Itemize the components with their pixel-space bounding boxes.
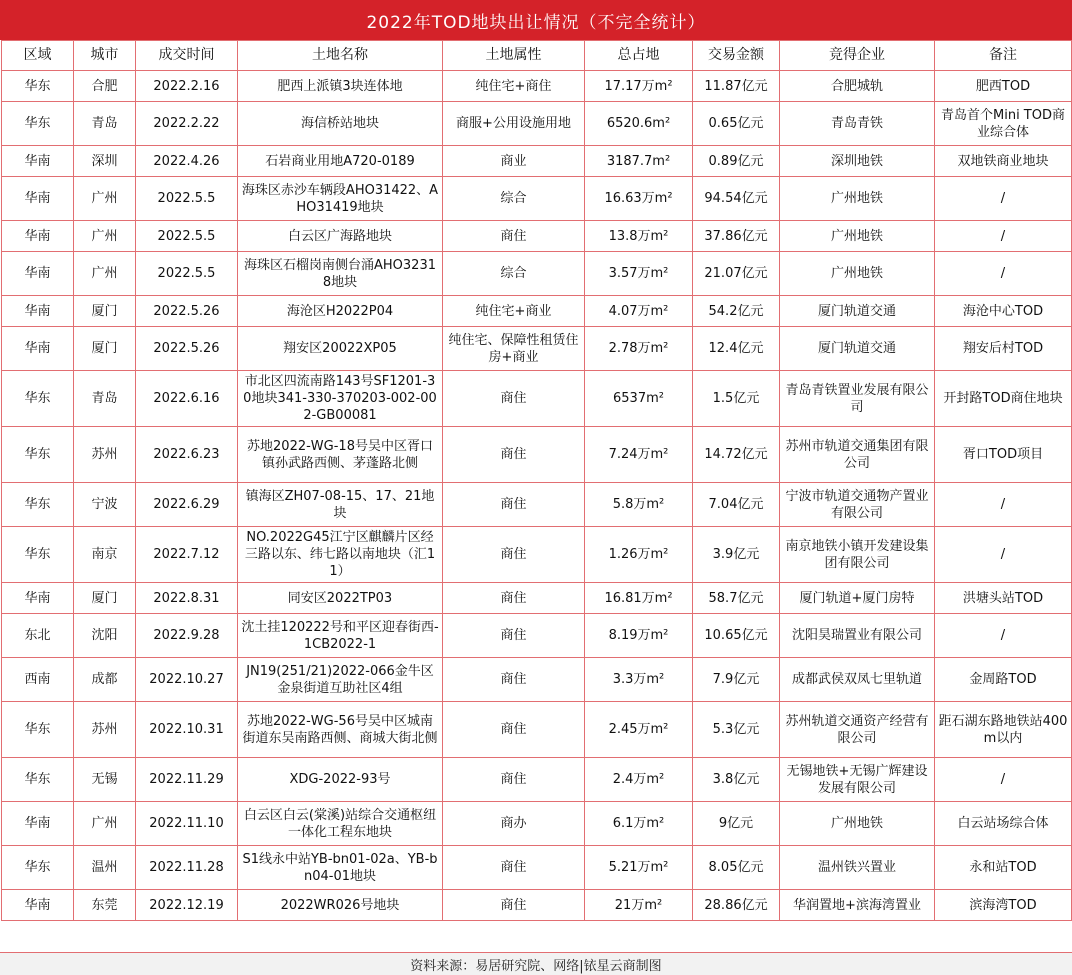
cell-total-area: 1.26万m²: [585, 527, 693, 583]
cell-city: 温州: [74, 846, 136, 890]
cell-winner: 温州铁兴置业: [780, 846, 935, 890]
header-city: 城市: [74, 41, 136, 71]
header-land-name: 土地名称: [238, 41, 443, 71]
cell-land-name: 石岩商业用地A720-0189: [238, 146, 443, 177]
cell-land-use: 商住: [443, 483, 585, 527]
table-row: [2, 252, 1072, 296]
cell-total-area: 4.07万m²: [585, 296, 693, 327]
cell-remark: 开封路TOD商住地块: [935, 371, 1072, 427]
cell-land-use: 商住: [443, 890, 585, 921]
table-row: [2, 890, 1072, 921]
cell-remark: 滨海湾TOD: [935, 890, 1072, 921]
header-deal-date: 成交时间: [136, 41, 238, 71]
cell-city: 广州: [74, 177, 136, 221]
cell-region: 华东: [2, 102, 74, 146]
cell-land-name: 翔安区20022XP05: [238, 327, 443, 371]
cell-city: 合肥: [74, 71, 136, 102]
cell-deal-amount: 3.9亿元: [693, 527, 780, 583]
cell-deal-date: 2022.10.27: [136, 658, 238, 702]
table-row: [2, 483, 1072, 527]
cell-land-use: 纯住宅、保障性租赁住房+商业: [443, 327, 585, 371]
cell-land-name: 同安区2022TP03: [238, 583, 443, 614]
cell-deal-amount: 0.89亿元: [693, 146, 780, 177]
cell-winner: 厦门轨道交通: [780, 296, 935, 327]
cell-deal-date: 2022.6.29: [136, 483, 238, 527]
table-row: [2, 527, 1072, 583]
cell-deal-amount: 28.86亿元: [693, 890, 780, 921]
cell-deal-date: 2022.5.26: [136, 296, 238, 327]
cell-city: 苏州: [74, 427, 136, 483]
cell-remark: /: [935, 614, 1072, 658]
cell-region: 华东: [2, 758, 74, 802]
cell-deal-amount: 37.86亿元: [693, 221, 780, 252]
cell-remark: /: [935, 177, 1072, 221]
cell-land-name: 肥西上派镇3块连体地: [238, 71, 443, 102]
cell-region: 华南: [2, 583, 74, 614]
cell-land-use: 综合: [443, 252, 585, 296]
cell-total-area: 3.3万m²: [585, 658, 693, 702]
cell-city: 沈阳: [74, 614, 136, 658]
cell-deal-amount: 8.05亿元: [693, 846, 780, 890]
cell-region: 华东: [2, 527, 74, 583]
cell-total-area: 21万m²: [585, 890, 693, 921]
cell-land-name: 海沧区H2022P04: [238, 296, 443, 327]
cell-land-use: 商办: [443, 802, 585, 846]
cell-land-name: 白云区广海路地块: [238, 221, 443, 252]
cell-deal-amount: 21.07亿元: [693, 252, 780, 296]
cell-winner: 宁波市轨道交通物产置业有限公司: [780, 483, 935, 527]
cell-region: 华南: [2, 296, 74, 327]
cell-deal-amount: 58.7亿元: [693, 583, 780, 614]
cell-land-use: 商住: [443, 583, 585, 614]
cell-deal-amount: 94.54亿元: [693, 177, 780, 221]
header-winner: 竞得企业: [780, 41, 935, 71]
cell-total-area: 13.8万m²: [585, 221, 693, 252]
cell-region: 华南: [2, 327, 74, 371]
table-row: [2, 327, 1072, 371]
cell-remark: 海沧中心TOD: [935, 296, 1072, 327]
cell-city: 厦门: [74, 583, 136, 614]
cell-city: 宁波: [74, 483, 136, 527]
cell-city: 厦门: [74, 327, 136, 371]
header-row: [2, 41, 1072, 71]
cell-land-use: 商住: [443, 427, 585, 483]
cell-remark: /: [935, 221, 1072, 252]
table-row: [2, 702, 1072, 758]
cell-winner: 广州地铁: [780, 252, 935, 296]
cell-deal-amount: 7.04亿元: [693, 483, 780, 527]
cell-winner: 厦门轨道交通: [780, 327, 935, 371]
cell-land-use: 商住: [443, 658, 585, 702]
table-row: [2, 427, 1072, 483]
cell-total-area: 6520.6m²: [585, 102, 693, 146]
cell-total-area: 17.17万m²: [585, 71, 693, 102]
cell-remark: 洪塘头站TOD: [935, 583, 1072, 614]
cell-land-name: 白云区白云(棠溪)站综合交通枢纽一体化工程东地块: [238, 802, 443, 846]
cell-deal-date: 2022.9.28: [136, 614, 238, 658]
cell-land-use: 商服+公用设施用地: [443, 102, 585, 146]
table-row: [2, 758, 1072, 802]
cell-city: 苏州: [74, 702, 136, 758]
cell-deal-date: 2022.5.26: [136, 327, 238, 371]
cell-winner: 无锡地铁+无锡广辉建设发展有限公司: [780, 758, 935, 802]
cell-winner: 厦门轨道+厦门房特: [780, 583, 935, 614]
cell-deal-amount: 12.4亿元: [693, 327, 780, 371]
cell-city: 广州: [74, 802, 136, 846]
cell-winner: 苏州市轨道交通集团有限公司: [780, 427, 935, 483]
cell-deal-date: 2022.2.16: [136, 71, 238, 102]
cell-deal-date: 2022.10.31: [136, 702, 238, 758]
table-row: [2, 802, 1072, 846]
cell-land-use: 综合: [443, 177, 585, 221]
cell-city: 广州: [74, 221, 136, 252]
cell-region: 西南: [2, 658, 74, 702]
table-row: [2, 146, 1072, 177]
table-body: [2, 71, 1072, 921]
cell-remark: 白云站场综合体: [935, 802, 1072, 846]
table-row: [2, 658, 1072, 702]
cell-land-name: 海珠区石榴岗南侧台涌AHO32318地块: [238, 252, 443, 296]
cell-land-use: 商住: [443, 846, 585, 890]
cell-land-use: 纯住宅+商业: [443, 296, 585, 327]
cell-total-area: 16.63万m²: [585, 177, 693, 221]
cell-winner: 成都武侯双凤七里轨道: [780, 658, 935, 702]
cell-remark: 肥西TOD: [935, 71, 1072, 102]
cell-remark: 双地铁商业地块: [935, 146, 1072, 177]
cell-deal-amount: 54.2亿元: [693, 296, 780, 327]
cell-land-use: 商住: [443, 758, 585, 802]
table-row: [2, 371, 1072, 427]
cell-remark: /: [935, 758, 1072, 802]
cell-region: 华南: [2, 802, 74, 846]
table-title: 2022年TOD地块出让情况（不完全统计）: [0, 0, 1072, 40]
cell-total-area: 2.45万m²: [585, 702, 693, 758]
table-row: [2, 583, 1072, 614]
cell-deal-amount: 3.8亿元: [693, 758, 780, 802]
cell-total-area: 5.8万m²: [585, 483, 693, 527]
cell-remark: 翔安后村TOD: [935, 327, 1072, 371]
cell-land-use: 商住: [443, 221, 585, 252]
cell-winner: 深圳地铁: [780, 146, 935, 177]
cell-city: 广州: [74, 252, 136, 296]
cell-deal-date: 2022.2.22: [136, 102, 238, 146]
cell-total-area: 6.1万m²: [585, 802, 693, 846]
cell-region: 华东: [2, 427, 74, 483]
cell-city: 青岛: [74, 371, 136, 427]
header-land-use: 土地属性: [443, 41, 585, 71]
cell-land-use: 商业: [443, 146, 585, 177]
cell-deal-date: 2022.11.29: [136, 758, 238, 802]
table-row: [2, 846, 1072, 890]
cell-total-area: 2.4万m²: [585, 758, 693, 802]
cell-land-name: NO.2022G45江宁区麒麟片区经三路以东、纬七路以南地块（汇11）: [238, 527, 443, 583]
cell-city: 青岛: [74, 102, 136, 146]
cell-region: 华南: [2, 146, 74, 177]
cell-deal-date: 2022.7.12: [136, 527, 238, 583]
cell-deal-amount: 1.5亿元: [693, 371, 780, 427]
cell-deal-amount: 9亿元: [693, 802, 780, 846]
cell-winner: 苏州轨道交通资产经营有限公司: [780, 702, 935, 758]
cell-land-name: XDG-2022-93号: [238, 758, 443, 802]
table-row: [2, 177, 1072, 221]
cell-region: 东北: [2, 614, 74, 658]
cell-deal-date: 2022.4.26: [136, 146, 238, 177]
cell-land-name: 海珠区赤沙车辆段AHO31422、AHO31419地块: [238, 177, 443, 221]
table-row: [2, 221, 1072, 252]
cell-city: 无锡: [74, 758, 136, 802]
cell-total-area: 8.19万m²: [585, 614, 693, 658]
cell-land-name: 市北区四流南路143号SF1201-30地块341-330-370203-002-002-GB00081: [238, 371, 443, 427]
cell-winner: 华润置地+滨海湾置业: [780, 890, 935, 921]
cell-deal-date: 2022.11.28: [136, 846, 238, 890]
cell-deal-date: 2022.12.19: [136, 890, 238, 921]
cell-land-use: 纯住宅+商住: [443, 71, 585, 102]
cell-remark: /: [935, 527, 1072, 583]
cell-deal-date: 2022.11.10: [136, 802, 238, 846]
cell-land-name: 苏地2022-WG-18号吴中区胥口镇孙武路西侧、茅蓬路北侧: [238, 427, 443, 483]
header-remark: 备注: [935, 41, 1072, 71]
cell-deal-date: 2022.6.16: [136, 371, 238, 427]
source-note: 资料来源：易居研究院、网络|铱星云商制图: [0, 952, 1072, 975]
cell-remark: /: [935, 252, 1072, 296]
cell-remark: 距石湖东路地铁站400m以内: [935, 702, 1072, 758]
cell-deal-date: 2022.6.23: [136, 427, 238, 483]
table-row: [2, 71, 1072, 102]
cell-deal-date: 2022.5.5: [136, 177, 238, 221]
cell-region: 华南: [2, 252, 74, 296]
cell-deal-amount: 5.3亿元: [693, 702, 780, 758]
cell-winner: 沈阳昊瑞置业有限公司: [780, 614, 935, 658]
cell-total-area: 16.81万m²: [585, 583, 693, 614]
cell-land-name: 沈土挂120222号和平区迎春街西-1CB2022-1: [238, 614, 443, 658]
cell-land-name: JN19(251/21)2022-066金牛区金泉街道互助社区4组: [238, 658, 443, 702]
cell-region: 华南: [2, 890, 74, 921]
cell-total-area: 3.57万m²: [585, 252, 693, 296]
cell-land-use: 商住: [443, 702, 585, 758]
cell-city: 厦门: [74, 296, 136, 327]
cell-winner: 合肥城轨: [780, 71, 935, 102]
cell-remark: 金周路TOD: [935, 658, 1072, 702]
cell-total-area: 5.21万m²: [585, 846, 693, 890]
cell-land-use: 商住: [443, 371, 585, 427]
cell-remark: 青岛首个Mini TOD商业综合体: [935, 102, 1072, 146]
cell-land-name: 镇海区ZH07-08-15、17、21地块: [238, 483, 443, 527]
cell-city: 成都: [74, 658, 136, 702]
tod-land-table: [1, 40, 1072, 921]
cell-land-name: S1线永中站YB-bn01-02a、YB-bn04-01地块: [238, 846, 443, 890]
cell-land-name: 海信桥站地块: [238, 102, 443, 146]
cell-deal-date: 2022.8.31: [136, 583, 238, 614]
cell-winner: 广州地铁: [780, 221, 935, 252]
cell-region: 华南: [2, 177, 74, 221]
cell-region: 华东: [2, 846, 74, 890]
table-row: [2, 614, 1072, 658]
cell-remark: 胥口TOD项目: [935, 427, 1072, 483]
cell-remark: /: [935, 483, 1072, 527]
cell-winner: 广州地铁: [780, 802, 935, 846]
cell-total-area: 2.78万m²: [585, 327, 693, 371]
cell-winner: 南京地铁小镇开发建设集团有限公司: [780, 527, 935, 583]
cell-land-name: 2022WR026号地块: [238, 890, 443, 921]
cell-land-use: 商住: [443, 614, 585, 658]
table-row: [2, 296, 1072, 327]
cell-city: 南京: [74, 527, 136, 583]
cell-land-name: 苏地2022-WG-56号吴中区城南街道东吴南路西侧、商城大街北侧: [238, 702, 443, 758]
cell-region: 华东: [2, 371, 74, 427]
cell-region: 华东: [2, 702, 74, 758]
cell-winner: 青岛青铁置业发展有限公司: [780, 371, 935, 427]
cell-region: 华南: [2, 221, 74, 252]
cell-deal-amount: 0.65亿元: [693, 102, 780, 146]
cell-winner: 青岛青铁: [780, 102, 935, 146]
cell-remark: 永和站TOD: [935, 846, 1072, 890]
cell-region: 华东: [2, 71, 74, 102]
cell-region: 华东: [2, 483, 74, 527]
cell-total-area: 3187.7m²: [585, 146, 693, 177]
cell-deal-date: 2022.5.5: [136, 252, 238, 296]
cell-deal-amount: 14.72亿元: [693, 427, 780, 483]
cell-deal-amount: 11.87亿元: [693, 71, 780, 102]
cell-city: 深圳: [74, 146, 136, 177]
cell-total-area: 7.24万m²: [585, 427, 693, 483]
header-total-area: 总占地: [585, 41, 693, 71]
cell-deal-amount: 7.9亿元: [693, 658, 780, 702]
cell-city: 东莞: [74, 890, 136, 921]
cell-land-use: 商住: [443, 527, 585, 583]
cell-winner: 广州地铁: [780, 177, 935, 221]
cell-deal-date: 2022.5.5: [136, 221, 238, 252]
header-deal-amount: 交易金额: [693, 41, 780, 71]
table-row: [2, 102, 1072, 146]
cell-deal-amount: 10.65亿元: [693, 614, 780, 658]
cell-total-area: 6537m²: [585, 371, 693, 427]
header-region: 区域: [2, 41, 74, 71]
